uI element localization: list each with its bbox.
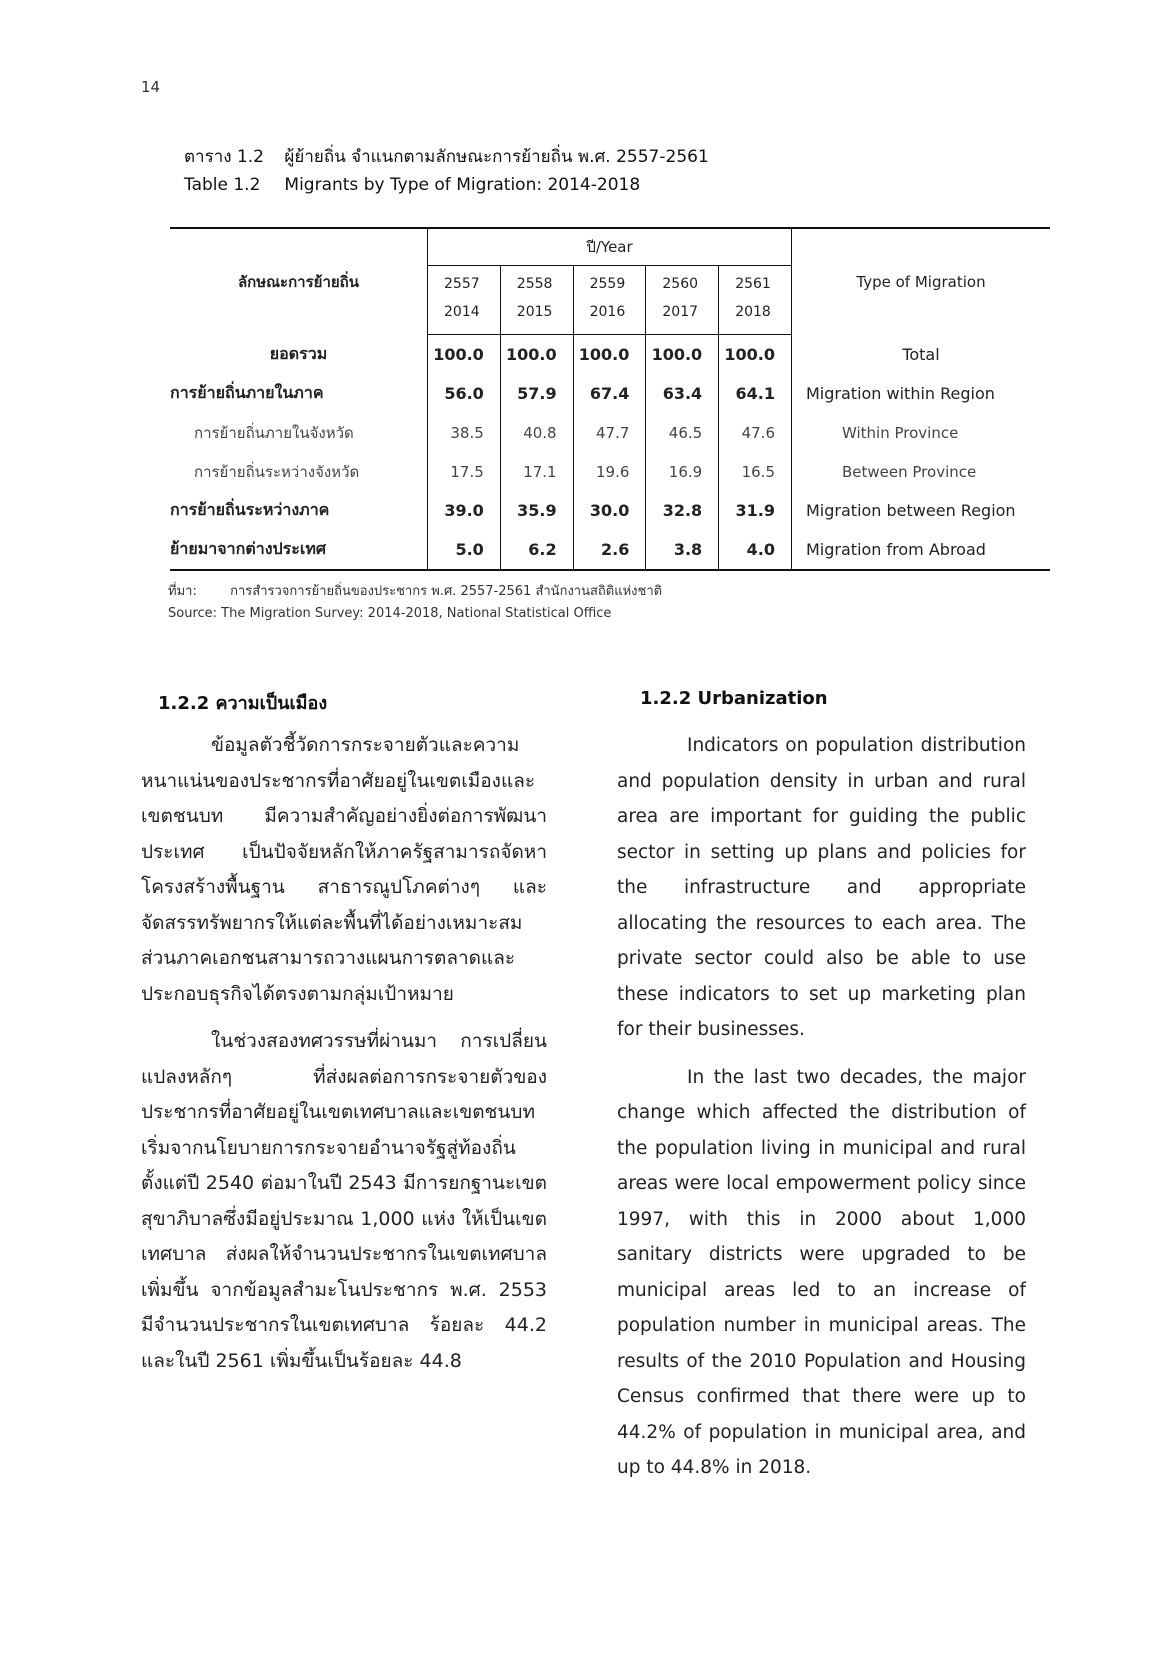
table-cell: 5.0 xyxy=(428,530,501,570)
source-note-thai-label: ที่มา: xyxy=(168,584,197,599)
thai-paragraph: ข้อมูลตัวชี้วัดการกระจายตัวและความหนาแน่นของประชากรที่อาศัยอยู่ในเขตเมืองและเขตชนบท มีความสำคัญอย่างยิ่งต่อการพัฒนาประเทศ เป็นปัจจัยหลักให้ภาครัฐสามารถจัดหาโครงสร้างพื้นฐาน สาธารณูปโภคต่างๆ และจัดสรรทรัพยากรให้แต่ละพื้นที่ได้อย่างเหมาะสม ส่วนภาคเอกชนสามารถวางแผนการตลาดและประกอบธุรกิจได้ตรงตามกลุ่มเป้าหมาย xyxy=(141,734,547,1005)
table-cell: 100.0 xyxy=(719,335,792,375)
table-caption-english-label: Table 1.2 xyxy=(184,175,261,195)
table-cell: 47.7 xyxy=(573,413,646,452)
table-cell: 67.4 xyxy=(573,374,646,413)
row-label-thai: การย้ายถิ่นระหว่างภาค xyxy=(170,500,330,519)
row-label-thai: การย้ายถิ่นระหว่างจังหวัด xyxy=(194,462,360,481)
page-number: 14 xyxy=(141,78,161,96)
row-label-thai: ยอดรวม xyxy=(269,343,328,363)
row-label-thai: การย้ายถิ่นภายในจังหวัด xyxy=(194,423,354,442)
table-row-between-region xyxy=(170,491,1050,530)
table-cell: 3.8 xyxy=(646,530,719,570)
table-cell: 100.0 xyxy=(500,335,573,375)
table-cell: 63.4 xyxy=(646,374,719,413)
table-cell: 4.0 xyxy=(719,530,792,570)
row-label-english: Total xyxy=(902,344,940,364)
row-label-english: Within Province xyxy=(842,423,959,442)
table-caption-english-title: Migrants by Type of Migration: 2014-2018 xyxy=(284,175,641,195)
thai-text-column xyxy=(141,728,547,1391)
row-label-english: Migration between Region xyxy=(806,501,1016,520)
table-cell: 31.9 xyxy=(719,491,792,530)
row-label-thai: การย้ายถิ่นภายในภาค xyxy=(170,383,324,402)
header-year-group: ปี/Year xyxy=(428,228,792,266)
header-year: 2559 2016 xyxy=(573,266,646,335)
thai-paragraph: ในช่วงสองทศวรรษที่ผ่านมา การเปลี่ยนแปลงหลักๆ ที่ส่งผลต่อการกระจายตัวของประชากรที่อาศัยอยู่ในเขตเทศบาลและเขตชนบท เริ่มจากนโยบายการกระจายอำนาจรัฐสู่ท้องถิ่นตั้งแต่ปี 2540 ต่อมาในปี 2543 มีการยกฐานะเขตสุขาภิบาลซึ่งมีอยู่ประมาณ 1,000 แห่ง ให้เป็นเขตเทศบาล ส่งผลให้จำนวนประชากรในเขตเทศบาลเพิ่มขึ้น จากข้อมูลสำมะโนประชากร พ.ศ. 2553 มีจำนวนประชากรในเขตเทศบาล ร้อยละ 44.2 และในปี 2561 เพิ่มขึ้นเป็นร้อยละ 44.8 xyxy=(141,1030,547,1372)
table-caption-english xyxy=(184,175,640,195)
table-row-between-province xyxy=(170,452,1050,491)
table-caption-thai-label: ตาราง 1.2 xyxy=(184,147,265,167)
table-cell: 64.1 xyxy=(719,374,792,413)
table-cell: 38.5 xyxy=(428,413,501,452)
table-cell: 16.5 xyxy=(719,452,792,491)
table-row-from-abroad xyxy=(170,530,1050,570)
table-cell: 57.9 xyxy=(500,374,573,413)
header-migration-type-english: Type of Migration xyxy=(856,272,986,291)
table-cell: 100.0 xyxy=(573,335,646,375)
table-cell: 46.5 xyxy=(646,413,719,452)
table-cell: 17.1 xyxy=(500,452,573,491)
header-migration-type-thai: ลักษณะการย้ายถิ่น xyxy=(237,272,360,291)
table-cell: 35.9 xyxy=(500,491,573,530)
table-cell: 39.0 xyxy=(428,491,501,530)
table-cell: 19.6 xyxy=(573,452,646,491)
table-caption-thai-title: ผู้ย้ายถิ่น จำแนกตามลักษณะการย้ายถิ่น พ.ศ. 2557-2561 xyxy=(284,147,709,167)
table-cell: 16.9 xyxy=(646,452,719,491)
table-cell: 2.6 xyxy=(573,530,646,570)
table-cell: 47.6 xyxy=(719,413,792,452)
header-year: 2558 2015 xyxy=(500,266,573,335)
source-note-thai xyxy=(168,580,662,601)
english-paragraph: Indicators on population distribution and population density in urban and rural area are important for guiding the public sector in setting up plans and policies for the infrastructure and appropriate allocating the resources to each area. The private sector could also be able to use these indicators to set up marketing plan for their businesses. xyxy=(617,735,1026,1040)
table-cell: 40.8 xyxy=(500,413,573,452)
english-text-column xyxy=(617,728,1026,1498)
migration-table xyxy=(170,227,1050,571)
row-label-thai: ย้ายมาจากต่างประเทศ xyxy=(170,539,327,558)
row-label-english: Migration within Region xyxy=(806,384,995,403)
table-cell: 56.0 xyxy=(428,374,501,413)
source-note-thai-text: การสำรวจการย้ายถิ่นของประชากร พ.ศ. 2557-2561 สำนักงานสถิติแห่งชาติ xyxy=(230,584,663,599)
header-year: 2561 2018 xyxy=(719,266,792,335)
table-caption-thai xyxy=(184,143,709,170)
section-heading-thai: 1.2.2 ความเป็นเมือง xyxy=(158,693,328,714)
header-year: 2557 2014 xyxy=(428,266,501,335)
table-cell: 100.0 xyxy=(646,335,719,375)
table-cell: 6.2 xyxy=(500,530,573,570)
table-cell: 30.0 xyxy=(573,491,646,530)
table-row-within-region xyxy=(170,374,1050,413)
row-label-english: Migration from Abroad xyxy=(806,540,986,559)
table-row-total xyxy=(170,335,1050,375)
row-label-english: Between Province xyxy=(842,462,977,481)
english-paragraph: In the last two decades, the major change which affected the distribution of the population living in municipal and rural areas were local empowerment policy since 1997, with this in 2000 about 1,000 sanitary districts were upgraded to be municipal areas led to an increase of population number in municipal areas. The results of the 2010 Population and Housing Census confirmed that there were up to 44.2% of population in municipal area, and up to 44.8% in 2018. xyxy=(617,1066,1026,1478)
header-year: 2560 2017 xyxy=(646,266,719,335)
table-cell: 17.5 xyxy=(428,452,501,491)
source-note-english: Source: The Migration Survey: 2014-2018, National Statistical Office xyxy=(168,606,612,621)
table-cell: 32.8 xyxy=(646,491,719,530)
table-row-within-province xyxy=(170,413,1050,452)
table-cell: 100.0 xyxy=(428,335,501,375)
section-heading-english: 1.2.2 Urbanization xyxy=(640,688,828,709)
